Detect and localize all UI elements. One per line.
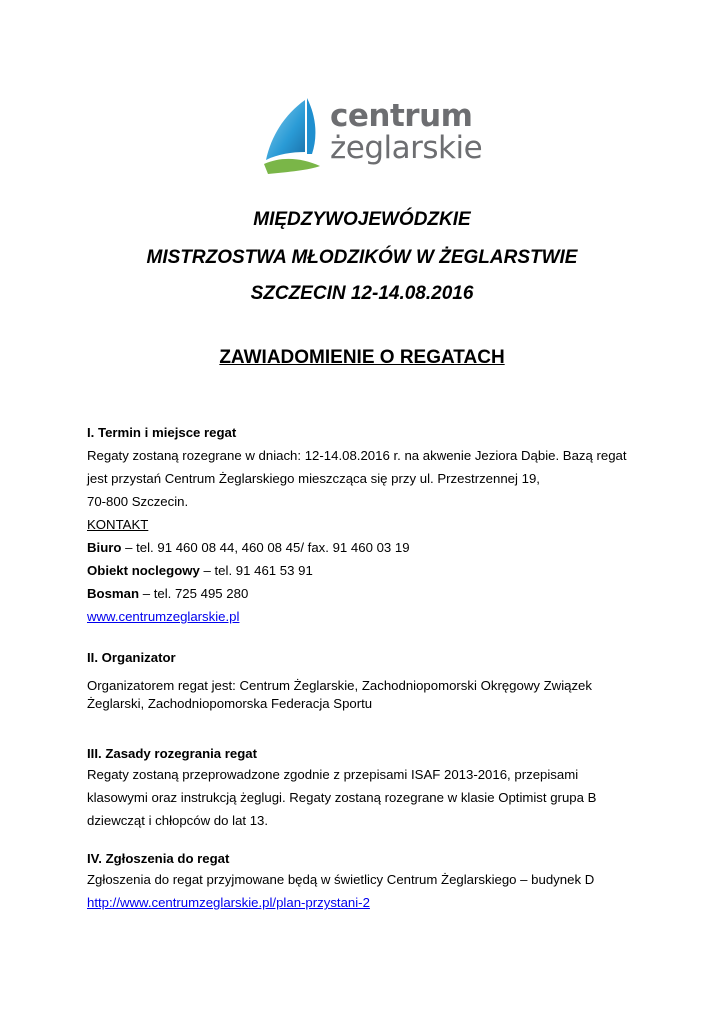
section-2-paragraph-line2: Żeglarski, Zachodniopomorska Federacja Sportu bbox=[87, 696, 373, 711]
contact-office-label: Biuro bbox=[87, 540, 122, 555]
section-4-link-line bbox=[87, 891, 657, 914]
document-body bbox=[87, 424, 657, 914]
section-1-paragraph-line1: Regaty zostaną rozegrane w dniach: 12-14.08.2016 r. na akwenie Jeziora Dąbie. Bazą regat bbox=[87, 448, 627, 463]
section-2-heading: II. Organizator bbox=[87, 650, 176, 665]
harbour-plan-link[interactable]: http://www.centrumzeglarskie.pl/plan-przystani-2 bbox=[87, 895, 370, 910]
contact-bosman-text: – tel. 725 495 280 bbox=[139, 586, 249, 601]
section-2-paragraph-line1: Organizatorem regat jest: Centrum Żeglarskie, Zachodniopomorski Okręgowy Związek bbox=[87, 678, 592, 693]
section-4-paragraph-line1: Zgłoszenia do regat przyjmowane będą w świetlicy Centrum Żeglarskiego – budynek D bbox=[87, 872, 595, 887]
contact-lodging bbox=[87, 559, 657, 582]
section-3-heading: III. Zasady rozegrania regat bbox=[87, 746, 258, 761]
notice-title bbox=[0, 347, 724, 369]
contact-lodging-label: Obiekt noclegowy bbox=[87, 563, 200, 578]
website-link[interactable]: www.centrumzeglarskie.pl bbox=[87, 609, 240, 624]
contact-bosman bbox=[87, 582, 657, 605]
contact-office-text: – tel. 91 460 08 44, 460 08 45/ fax. 91 460 03 19 bbox=[121, 540, 410, 555]
section-1-paragraph-line3: 70-800 Szczecin. bbox=[87, 494, 189, 509]
centrum-zeglarskie-logo bbox=[258, 96, 483, 176]
sail-logo-icon bbox=[258, 96, 326, 176]
section-1-paragraph-line2: jest przystań Centrum Żeglarskiego mieszcząca się przy ul. Przestrzennej 19, bbox=[87, 471, 540, 486]
section-4-heading: IV. Zgłoszenia do regat bbox=[87, 851, 230, 866]
section-3-paragraph-line3: dziewcząt i chłopców do lat 13. bbox=[87, 813, 269, 828]
contact-lodging-text: – tel. 91 461 53 91 bbox=[199, 563, 313, 578]
section-3-paragraph-line2: klasowymi oraz instrukcją żeglugi. Regaty zostaną rozegrane w klasie Optimist grupa B bbox=[87, 790, 597, 805]
website-line bbox=[87, 605, 657, 628]
contact-bosman-label: Bosman bbox=[87, 586, 140, 601]
event-title-line2: MISTRZOSTWA MŁODZIKÓW W ŻEGLARSTWIE bbox=[146, 247, 578, 268]
section-3-paragraph-line1: Regaty zostaną przeprowadzone zgodnie z przepisami ISAF 2013-2016, przepisami bbox=[87, 767, 579, 782]
section-1-heading: I. Termin i miejsce regat bbox=[87, 425, 237, 440]
logo-wordmark bbox=[330, 100, 482, 164]
event-title-line1: MIĘDZYWOJEWÓDZKIE bbox=[253, 209, 471, 230]
contact-label: KONTAKT bbox=[87, 517, 149, 532]
logo-text-line2: żeglarskie bbox=[330, 130, 483, 166]
contact-office bbox=[87, 536, 657, 559]
notice-title-text: ZAWIADOMIENIE O REGATACH bbox=[219, 347, 505, 368]
logo-text-line1: centrum bbox=[330, 98, 473, 134]
event-title-line3: SZCZECIN 12-14.08.2016 bbox=[250, 283, 474, 304]
